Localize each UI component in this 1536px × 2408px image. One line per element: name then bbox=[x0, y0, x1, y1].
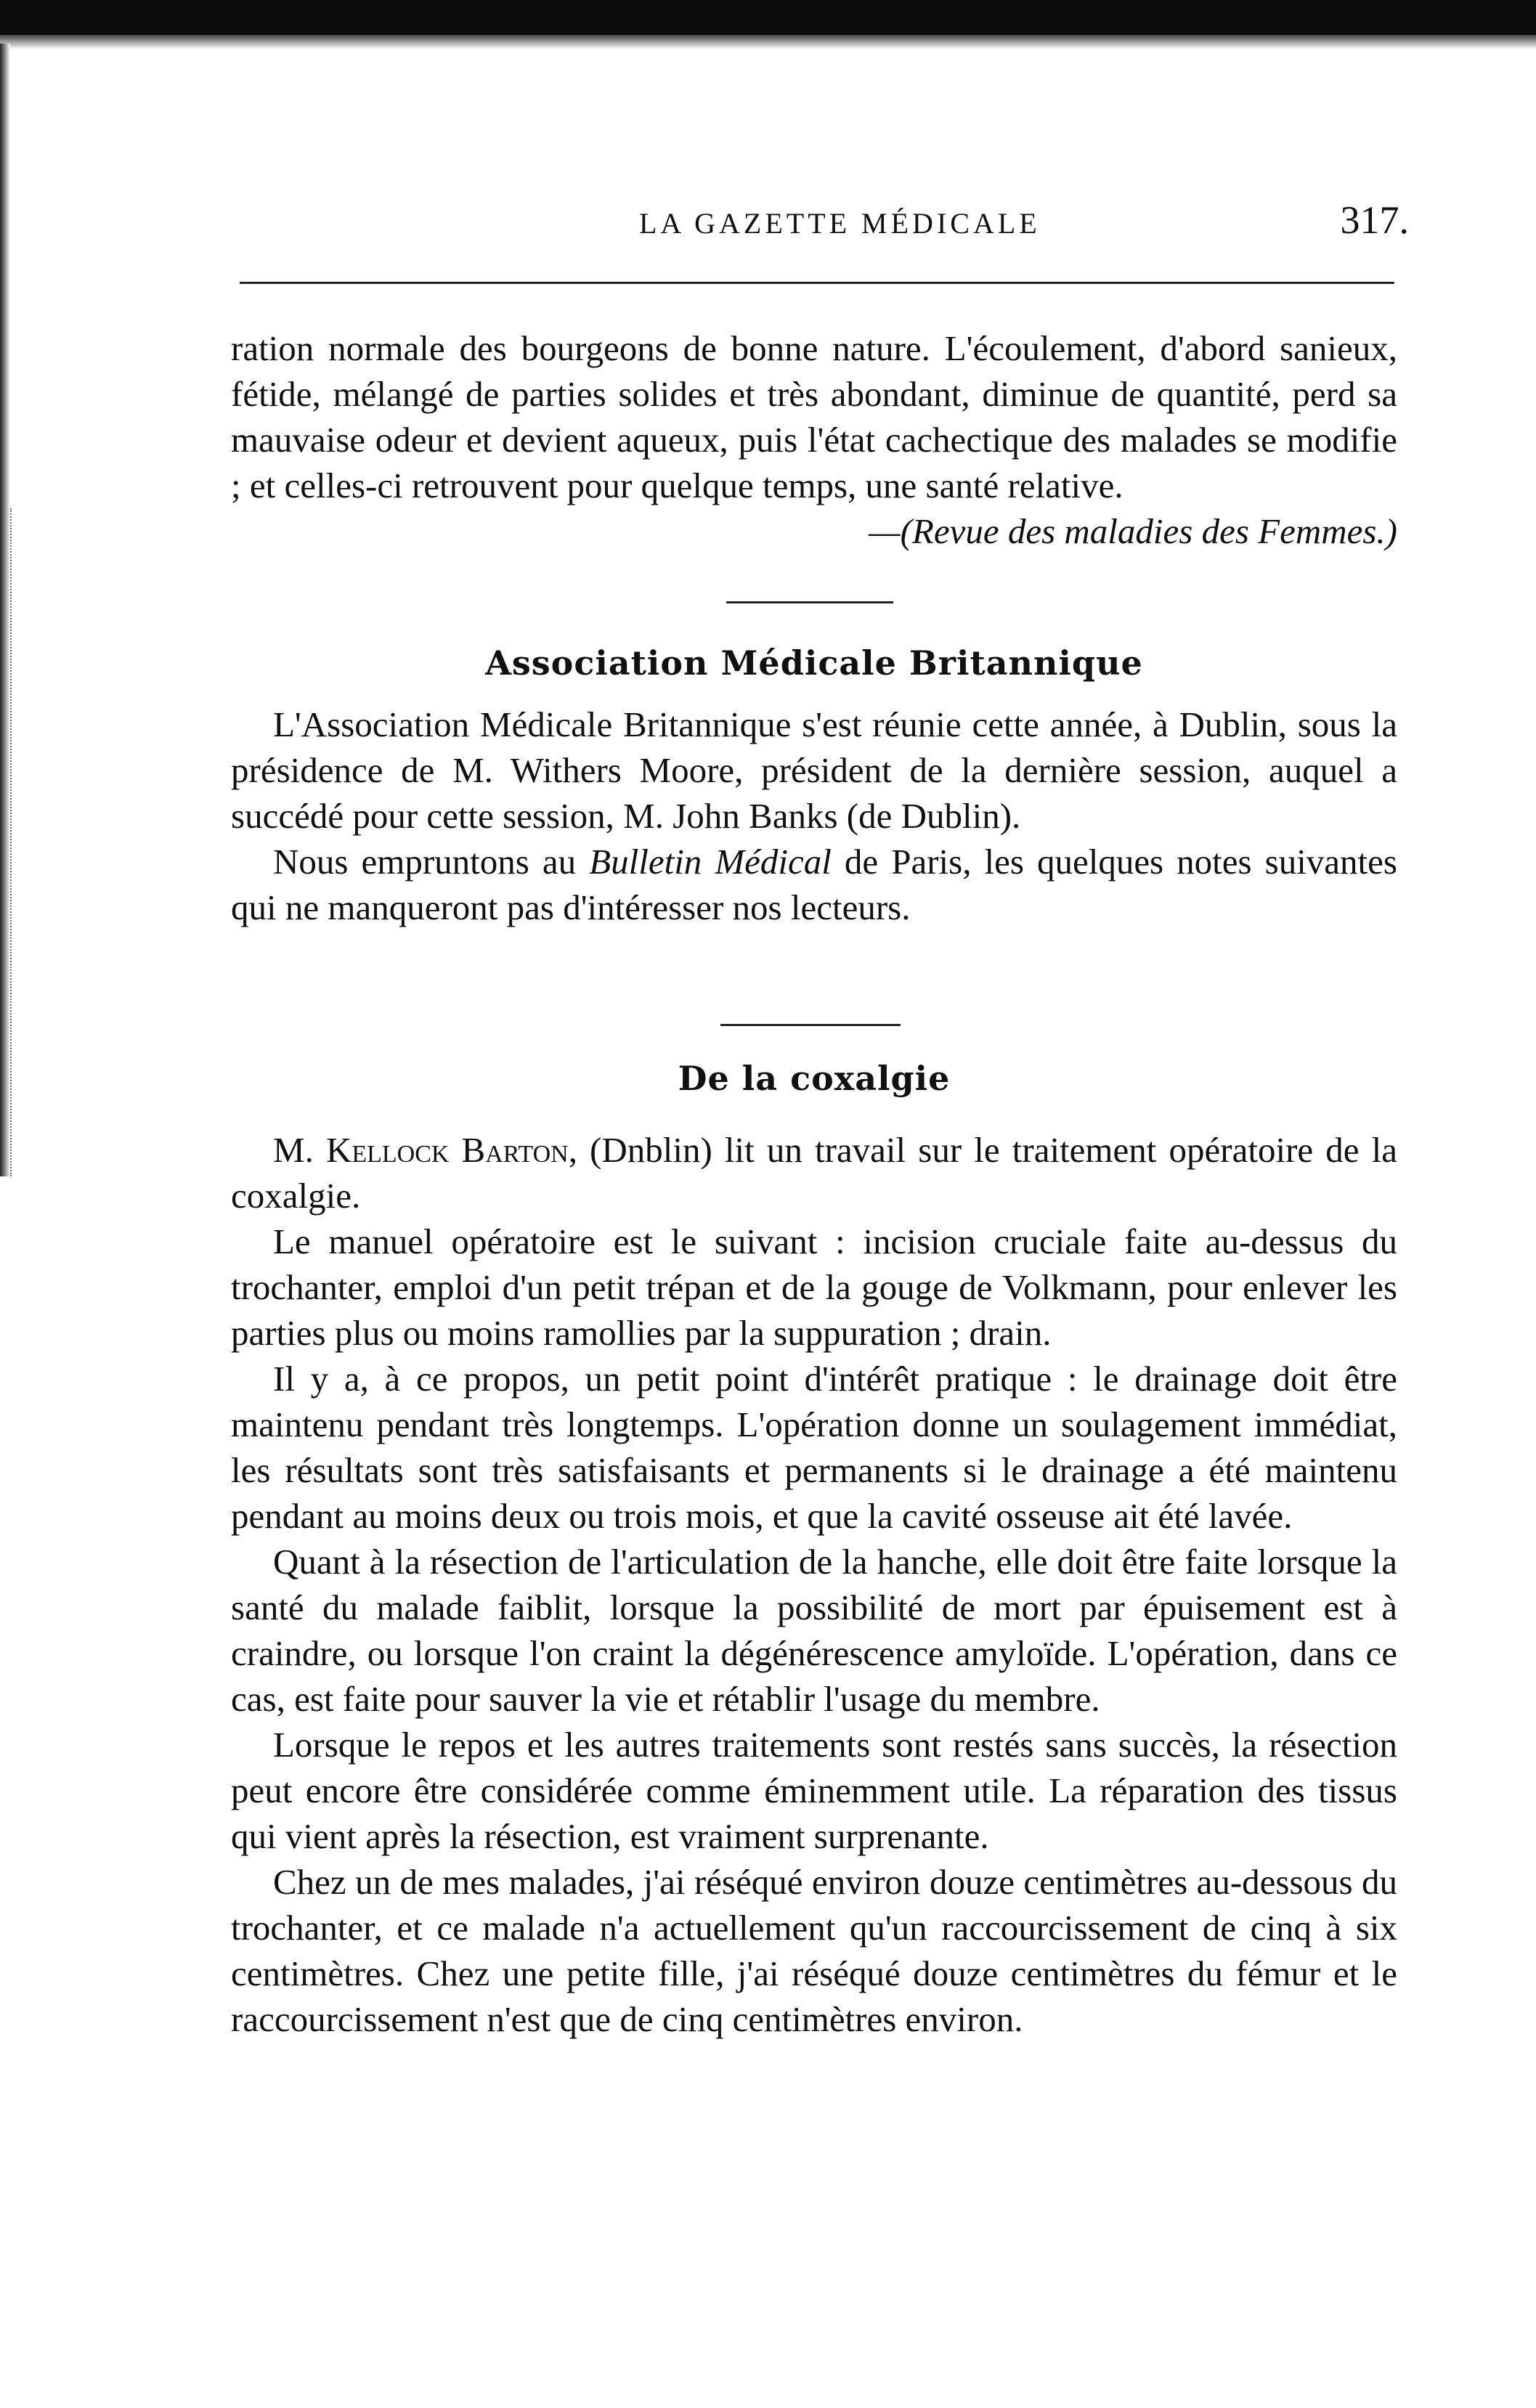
section-heading-coxalgie: De la coxalgie bbox=[678, 1059, 951, 1098]
running-title: LA GAZETTE MÉDICALE bbox=[639, 207, 1041, 240]
coxalgie-paragraph-5: Lorsque le repos et les autres traitements sont restés sans succès, la résection peut encore être considérée comme éminemment utile. La réparation des tissus qui vient après la résection, est vraiment surprenante. bbox=[231, 1725, 1397, 1856]
intro-text: ration normale des bourgeons de bonne nature. L'écoulement, d'abord sanieux, fétide, mélangé de parties solides et très abondant, diminue de quantité, perd sa mauvaise odeur et devient aqueux, puis l'état cachectique des malades se modifie ; et celles-ci retrouvent pour quelque temps, une santé relative. bbox=[231, 328, 1397, 505]
page-number: 317. bbox=[1340, 198, 1409, 242]
coxalgie-paragraph-6: Chez un de mes malades, j'ai réséqué environ douze centimètres au-dessous du trochanter, et ce malade n'a actuellement qu'un raccourcissement de cinq à six centimètres. Chez une petite fille, j'ai réséqué douze centimètres du fémur et le raccourcissement n'est que de cinq centimètres environ. bbox=[231, 1862, 1397, 2039]
intro-source: —(Revue des maladies des Femmes.) bbox=[869, 511, 1397, 551]
coxalgie-paragraph-2: Le manuel opératoire est le suivant : incision cruciale faite au-dessus du trochanter, emploi d'un petit trépan et de la gouge de Volkmann, pour enlever les parties plus ou moins ramollies par la suppuration ; drain. bbox=[231, 1221, 1397, 1353]
author-name: Kellock Barton bbox=[325, 1130, 569, 1170]
scan-border-left bbox=[0, 44, 10, 1176]
header-rule bbox=[240, 282, 1394, 284]
association-p2-end: de Paris, les quelques notes suivantes qui ne manqueront pas d'intéresser nos lecteurs. bbox=[231, 842, 1397, 927]
coxalgie-paragraph-3: Il y a, à ce propos, un petit point d'intérêt pratique : le drainage doit être maintenu pendant très longtemps. L'opération donne un soulagement immédiat, les résultats sont très satisfaisants et permanents si le drainage a été maintenu pendant au moins deux ou trois mois, et que la cavité osseuse ait été lavée. bbox=[231, 1359, 1397, 1536]
page-header bbox=[232, 190, 1409, 248]
section-divider bbox=[726, 601, 893, 603]
section-divider-2 bbox=[720, 1024, 901, 1026]
section-coxalgie-body bbox=[231, 1127, 1397, 2042]
scan-border-top bbox=[0, 0, 1536, 35]
association-paragraph-2 bbox=[231, 839, 1397, 930]
bulletin-medical-title: Bulletin Médical bbox=[589, 842, 832, 882]
association-p2-start: Nous empruntons au bbox=[273, 842, 590, 882]
coxalgie-paragraph-1 bbox=[231, 1127, 1397, 1219]
coxalgie-paragraph-4: Quant à la résection de l'articulation de la hanche, elle doit être faite lorsque la santé du malade faiblit, lorsque la possibilité de mort par épuisement est à craindre, ou lorsque l'on craint la dégénérescence amyloïde. L'opération, dans ce cas, est faite pour sauver la vie et rétablir l'usage du membre. bbox=[231, 1542, 1397, 1719]
intro-paragraph bbox=[231, 325, 1397, 554]
section-heading-association: Association Médicale Britannique bbox=[485, 643, 1143, 683]
scan-border-shade bbox=[0, 35, 1536, 49]
association-paragraph-1: L'Association Médicale Britannique s'est réunie cette année, à Dublin, sous la présidence de M. Withers Moore, président de la dernière session, auquel a succédé pour cette session, M. John Banks (de Dublin). bbox=[231, 704, 1397, 836]
section-association-body bbox=[231, 701, 1397, 930]
coxalgie-p1-prefix: M. bbox=[273, 1130, 326, 1170]
scan-edge-dots bbox=[10, 508, 13, 1176]
coxalgie-p1-rest: , (Dnblin) lit un travail sur le traitement opératoire de la coxalgie. bbox=[231, 1130, 1397, 1216]
